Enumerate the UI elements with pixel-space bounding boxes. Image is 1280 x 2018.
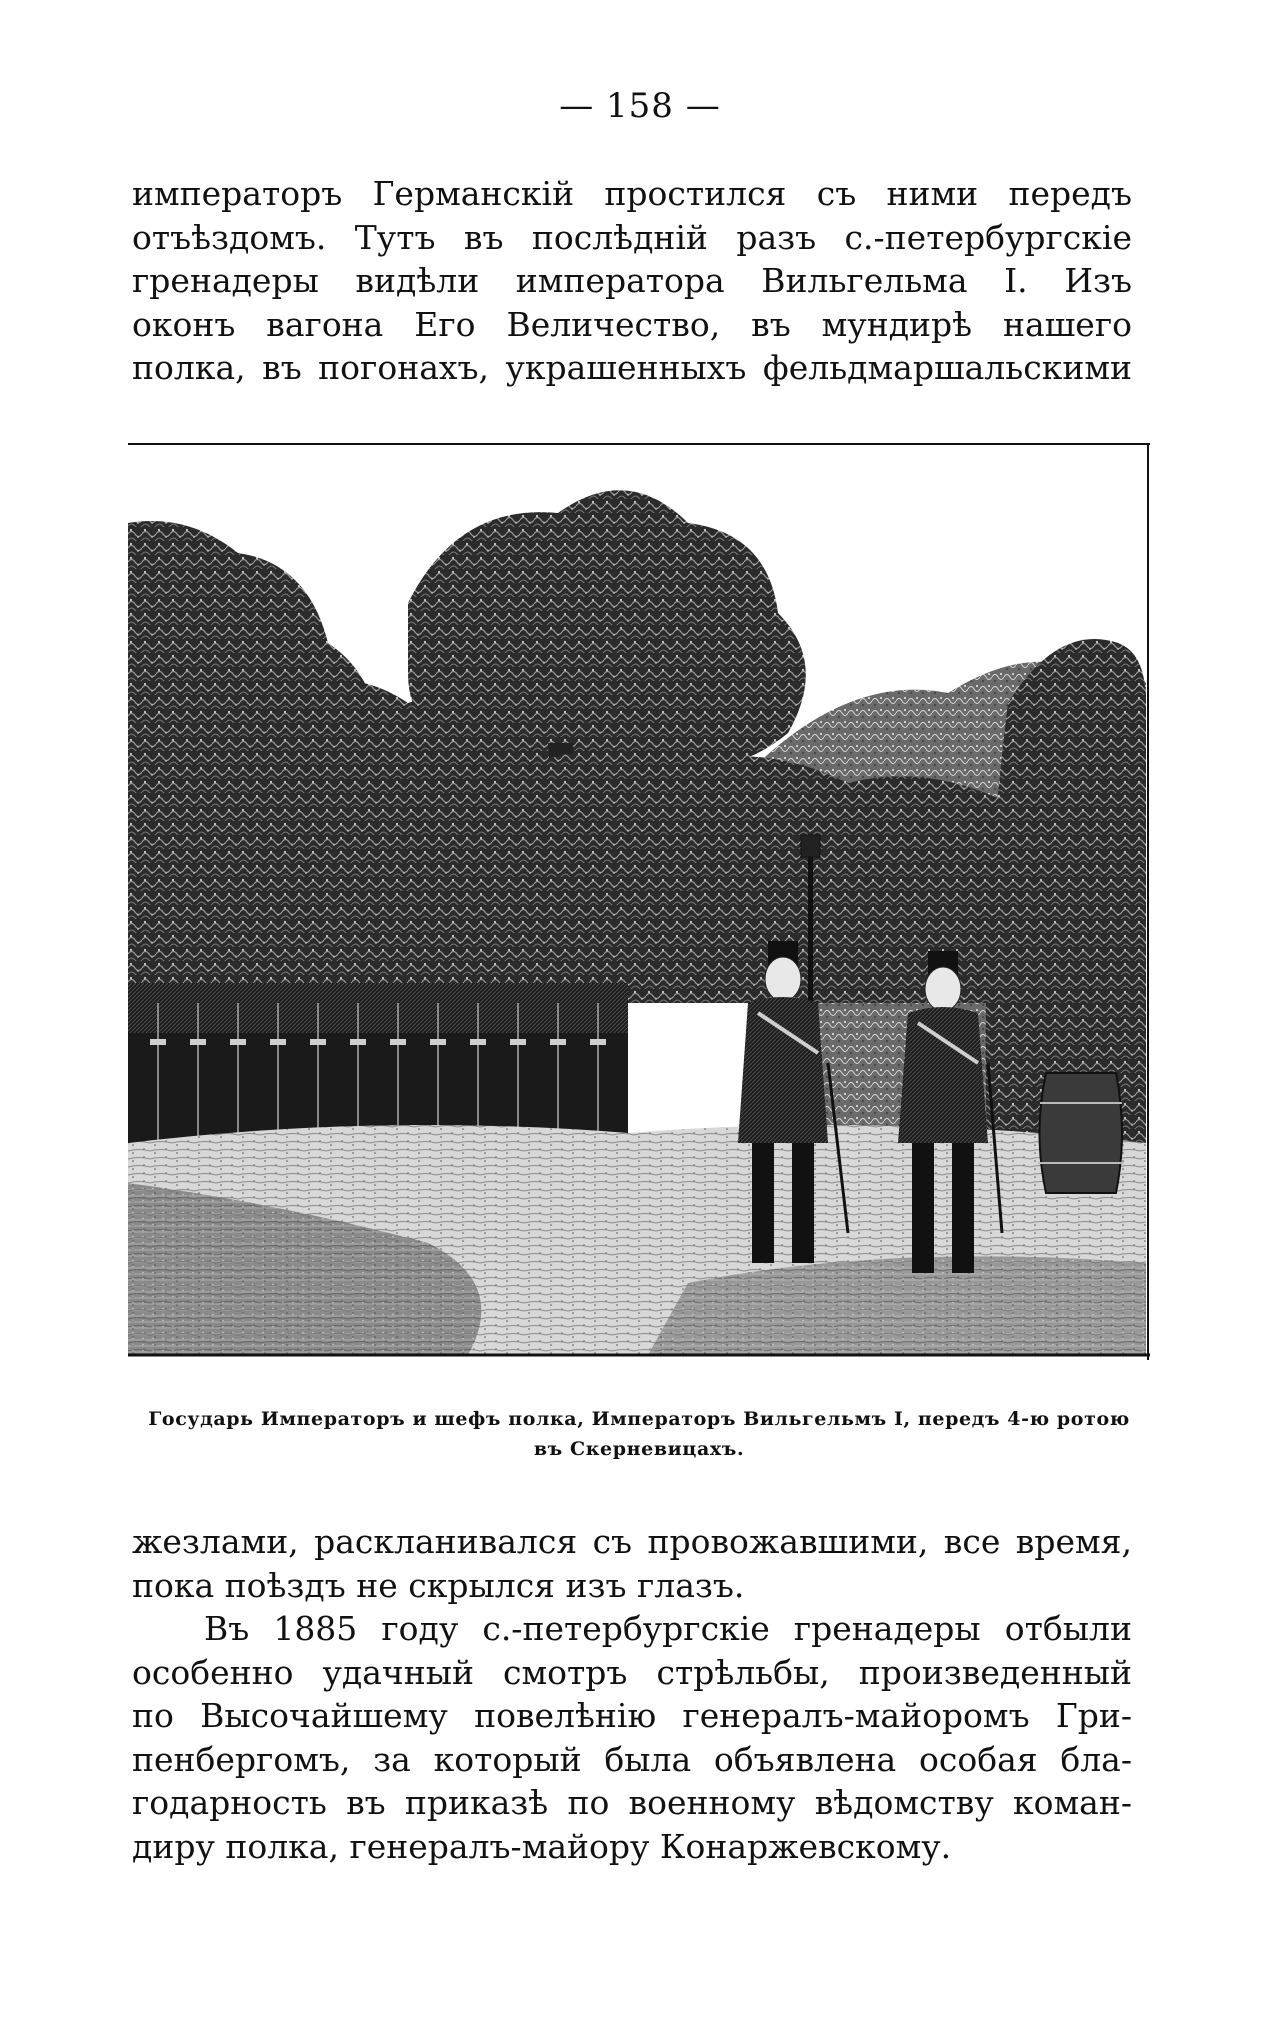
page-number: — 158 — bbox=[559, 86, 721, 126]
caption-line: въ Скерневицахъ. bbox=[533, 1438, 745, 1460]
text-line: особенно удачный смотръ стрѣльбы, произведенный bbox=[132, 1652, 1132, 1692]
text-line: годарность въ приказѣ по военному вѣдомству коман- bbox=[132, 1783, 1132, 1822]
text-line: пенбергомъ, за который была объявлена особая бла- bbox=[132, 1739, 1132, 1779]
text-line: отъѣздомъ. Тутъ въ послѣдній разъ с.-петербургскіе bbox=[132, 217, 1132, 257]
text-line: оконъ вагона Его Величество, въ мундирѣ нашего bbox=[132, 304, 1132, 344]
text-line: полка, въ погонахъ, украшенныхъ фельдмаршальскими bbox=[132, 348, 1132, 387]
text-line: по Высочайшему повелѣнію генералъ-майоромъ Гри- bbox=[132, 1696, 1132, 1735]
text-line: пока поѣздъ не скрылся изъ глазъ. bbox=[132, 1565, 745, 1605]
text-line: Въ 1885 году с.-петербургскіе гренадеры отбыли bbox=[204, 1609, 1132, 1648]
top-paragraph bbox=[132, 172, 1132, 390]
text-line: императоръ Германскій простился съ ними передъ bbox=[132, 174, 1132, 213]
engraving-image bbox=[128, 443, 1150, 1360]
figure-caption bbox=[128, 1404, 1150, 1464]
engraving-illustration bbox=[128, 443, 1150, 1360]
bottom-paragraphs bbox=[132, 1520, 1132, 1868]
caption-line: Государь Императоръ и шефъ полка, Императоръ Вильгельмъ I, передъ 4-ю ротою bbox=[148, 1408, 1130, 1430]
text-line: диру полка, генералъ-майору Конаржевскому. bbox=[132, 1826, 952, 1866]
text-line: жезлами, раскланивался съ провожавшими, все время, bbox=[132, 1522, 1132, 1561]
text-line: гренадеры видѣли императора Вильгельма I. Изъ bbox=[132, 261, 1132, 300]
